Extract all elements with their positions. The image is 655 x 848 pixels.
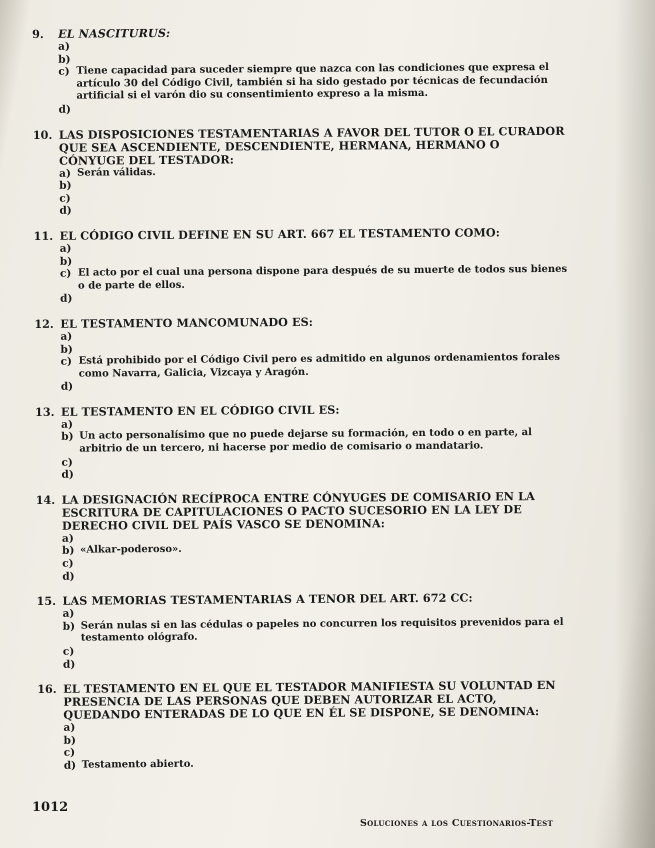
option-text bbox=[78, 289, 570, 305]
question-number: 12. bbox=[34, 316, 54, 331]
answer-option bbox=[58, 62, 568, 104]
answer-option bbox=[60, 289, 570, 306]
question-number: 16. bbox=[37, 682, 57, 697]
answer-options bbox=[62, 529, 572, 583]
option-letter: a) bbox=[60, 330, 73, 343]
option-letter: d) bbox=[60, 293, 73, 306]
question-text: EL NASCITURUS: bbox=[57, 25, 171, 41]
option-letter: b) bbox=[58, 53, 71, 66]
option-text: El acto por el cual una persona dispone para después de su muerte de todos sus bienes o de parte de ellos. bbox=[77, 263, 568, 292]
option-letter: d) bbox=[63, 759, 77, 772]
option-letter: b) bbox=[60, 343, 73, 356]
answer-options bbox=[58, 37, 569, 117]
option-letter: b) bbox=[61, 431, 74, 444]
question-block bbox=[32, 24, 569, 117]
question-number: 10. bbox=[32, 127, 53, 142]
answer-option bbox=[63, 654, 573, 671]
option-letter: c) bbox=[63, 747, 76, 760]
question-text: EL TESTAMENTO EN EL QUE EL TESTADOR MANIFIESTA SU VOLUNTAD EN PRESENCIA DE LAS PERSONAS QUE DEBEN AUTORIZAR EL ACTO, QUEDANDO ENTERADAS DE LO QUE EN ÉL SE DISPONE, SE DENOMINA: bbox=[63, 678, 556, 722]
option-letter: c) bbox=[62, 557, 74, 570]
option-text: Un acto personalísimo que no puede dejarse su formación, en todo o en parte, al arbitrio de un tercero, ni hacerse por medio de comisario o mandatario. bbox=[79, 427, 532, 455]
option-text bbox=[77, 201, 569, 217]
answer-options bbox=[63, 718, 573, 772]
answer-options bbox=[59, 163, 569, 217]
running-title: Soluciones a los Cuestionarios-Test bbox=[360, 818, 554, 829]
option-letter: b) bbox=[59, 179, 72, 192]
option-text: «Alkar-poderoso». bbox=[80, 544, 182, 557]
question-block bbox=[34, 314, 571, 394]
option-letter: d) bbox=[62, 570, 75, 583]
question-block bbox=[36, 490, 573, 584]
question-block bbox=[37, 679, 574, 773]
question-number: 11. bbox=[33, 228, 54, 243]
option-letter: c) bbox=[61, 456, 73, 469]
option-letter: b) bbox=[62, 620, 76, 633]
question-text: EL TESTAMENTO MANCOMUNADO ES: bbox=[60, 314, 314, 331]
option-letter: a) bbox=[59, 242, 72, 255]
option-letter: a) bbox=[58, 40, 70, 53]
answer-option bbox=[62, 566, 572, 583]
answer-options bbox=[60, 239, 570, 306]
option-letter: d) bbox=[58, 103, 72, 116]
question-block bbox=[36, 591, 573, 671]
answer-options bbox=[63, 604, 573, 671]
question-heading bbox=[36, 490, 572, 533]
answer-options bbox=[61, 415, 571, 482]
question-number: 9. bbox=[31, 26, 44, 41]
option-text: Serán válidas. bbox=[77, 166, 156, 179]
option-letter: c) bbox=[58, 65, 70, 78]
option-letter: d) bbox=[62, 658, 76, 671]
option-letter: a) bbox=[63, 721, 76, 734]
option-letter: a) bbox=[62, 607, 75, 620]
answer-option bbox=[61, 465, 571, 482]
option-text: Serán nulas si en las cédulas o papeles no concurren los requisitos prevenidos para el testamento ológrafo. bbox=[80, 616, 564, 645]
answer-option bbox=[64, 756, 574, 773]
question-text: LA DESIGNACIÓN RECÍPROCA ENTRE CÓNYUGES DE COMISARIO EN LA ESCRITURA DE CAPITULACIONES O PACTO SUCESORIO EN LA LEY DE DERECHO CIVIL DEL PAÍS VASCO SE DENOMINA: bbox=[61, 488, 535, 533]
option-letter: c) bbox=[60, 355, 73, 368]
answer-option bbox=[61, 377, 571, 394]
answer-option bbox=[59, 201, 569, 218]
option-letter: a) bbox=[61, 418, 73, 431]
option-letter: d) bbox=[60, 380, 74, 394]
option-letter: a) bbox=[61, 532, 74, 545]
page-number: 1012 bbox=[32, 800, 69, 815]
question-number: 15. bbox=[36, 594, 57, 609]
option-letter: b) bbox=[63, 734, 76, 747]
question-number: 13. bbox=[34, 404, 55, 419]
option-text bbox=[77, 100, 569, 116]
question-text: EL TESTAMENTO EN EL CÓDIGO CIVIL ES: bbox=[60, 402, 340, 419]
option-text: Está prohibido por el Código Civil pero es admitido en algunos ordenamientos forales como Navarra, Galicia, Vizcaya y Aragón. bbox=[78, 351, 561, 380]
option-letter: d) bbox=[59, 205, 72, 218]
question-number: 14. bbox=[35, 492, 56, 507]
option-letter: c) bbox=[62, 645, 75, 658]
question-block bbox=[33, 124, 570, 218]
option-letter: d) bbox=[61, 468, 74, 482]
option-letter: b) bbox=[62, 545, 75, 558]
question-block bbox=[34, 226, 571, 306]
option-text bbox=[80, 566, 572, 582]
option-text bbox=[79, 465, 571, 481]
answer-option bbox=[59, 100, 569, 117]
option-letter: b) bbox=[59, 255, 73, 268]
question-text: LAS DISPOSICIONES TESTAMENTARIAS A FAVOR DEL TUTOR O EL CURADOR QUE SEA ASCENDIENTE, DESCENDIENTE, HERMANA, HERMANO O CÓNYUGE DEL TESTADOR: bbox=[58, 123, 565, 168]
option-text bbox=[79, 377, 571, 393]
option-text: Testamento abierto. bbox=[81, 758, 194, 771]
page-edge-shadow bbox=[615, 0, 655, 848]
question-heading bbox=[33, 124, 569, 167]
question-list bbox=[32, 24, 574, 785]
question-text: EL CÓDIGO CIVIL DEFINE EN SU ART. 667 EL TESTAMENTO COMO: bbox=[59, 225, 501, 243]
question-heading bbox=[37, 679, 573, 722]
option-letter: a) bbox=[59, 167, 71, 180]
question-text: LAS MEMORIAS TESTAMENTARIAS A TENOR DEL ART. 672 CC: bbox=[62, 590, 473, 608]
option-letter: c) bbox=[59, 267, 72, 280]
option-text bbox=[81, 654, 573, 670]
option-letter: c) bbox=[59, 192, 71, 205]
answer-options bbox=[60, 327, 570, 394]
option-text: Tiene capacidad para suceder siempre que nazca con las condiciones que expresa el artículo 30 del Código Civil, también si ha sido gestado por técnicas de fecundación artificial si el varón dio su consentimiento expreso a la misma. bbox=[76, 62, 550, 103]
question-block bbox=[35, 402, 572, 482]
